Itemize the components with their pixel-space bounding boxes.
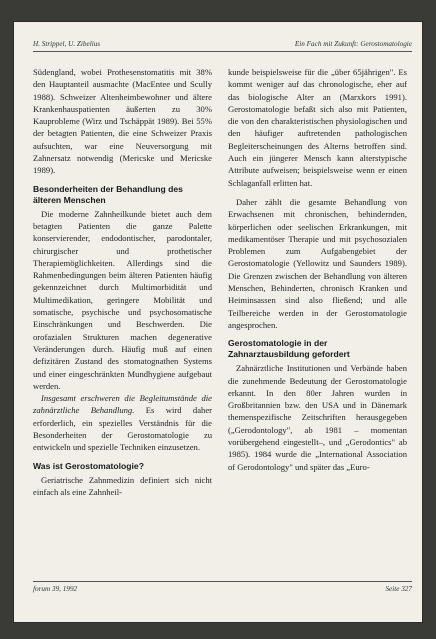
footer-page-number: Seite 327 <box>385 585 412 593</box>
paragraph: kunde beispielsweise für die „über 65jährigen". Es kommt weniger auf das chronologische, eher auf das biologische Alter an (Marxkors 1991). Gerostomatologie befaßt sich also mit Patienten, die von den charakteristischen physiologischen und den häufiger auftretenden pathologischen Begleiterscheinungen des Alterns betroffen sind. Auch ein jüngerer Mensch kann alterstypische Attribute aufweisen; beispielsweise wenn er einen Schlaganfall erlitten hat. <box>228 67 407 188</box>
paragraph: Die moderne Zahnheilkunde bietet auch dem betagten Patienten die ganze Palette konservierender, endodontischer, parodontaler, chirurgischer und prothetischer Therapiemöglichkeiten. Allerdings sind die Rahmenbedingungen beim älteren Patienten häufig gekennzeichnet durch Multimorbidität und Multimedikation, geringere Mobilität und somatische, psychische und psychosomatische Einschränkungen und Beschwerden. Die orofazialen Strukturen machen degenerative Veränderungen durch. Häufig muß auf einen defizitären Zustand des stomatognathen Systems und einer eingeschränkten Mundhygiene aufgebaut werden. <box>33 208 212 391</box>
section-heading: Besonderheiten der Behandlung des älteren Menschen <box>33 183 183 205</box>
running-header <box>33 40 412 52</box>
header-title: Ein Fach mit Zukunft: Gerostomatologie <box>294 40 412 48</box>
paragraph <box>33 392 212 453</box>
section-heading: Gerostomatologie in der Zahnarztausbildung gefordert <box>228 338 350 360</box>
footer-journal: forum 39, 1992 <box>33 585 78 593</box>
paragraph: Daher zählt die gesamte Behandlung von Erwachsenen mit chronischen, behindernden, körperlichen oder seelischen Erkrankungen, mit medikamentöser Therapie und mit psychosozialen Problemen zum Aufgabengebiet der Gerostomatologie (Yellowitz und Saunders 1989). Die Grenzen zwischen der Behandlung von älteren Menschen, Behinderten, chronisch Kranken und Heiminsassen sind also fließend; und alle Teilbereiche werden in der Gerostomatologie angesprochen. <box>228 196 407 330</box>
header-authors: H. Strippel, U. Zibelius <box>33 40 101 48</box>
left-column <box>33 66 212 498</box>
section-heading: Was ist Gerostomatologie? <box>33 460 144 471</box>
paragraph-continuation: Es wird daher erforderlich, ein spezielles Verständnis für die Besonderheiten der Gerostomatologie zu entwickeln und spezielle Techniken einzusetzen. <box>33 405 212 453</box>
right-column <box>228 66 407 473</box>
paragraph: Südengland, wobei Prothesenstomatitis mit 38% den Hauptanteil ausmachte (MacEntee und Scully 1988). Schweizer Altenheimbewohner und ältere Krankenhauspatienten äußerten zu 30% Kauprobleme (Wirz und Tschäppät 1989). Bei 55% der betagten Patienten, die eine Schweizer Praxis aufsuchten, war eine Neuversorgung mit Zahnersatz notwendig (Mericske und Mericske 1989). <box>33 67 212 176</box>
document-page <box>14 22 422 622</box>
paragraph: Geriatrische Zahnmedizin definiert sich nicht einfach als eine Zahnheil- <box>33 474 212 497</box>
italic-sentence: Insgesamt erschweren die Begleitumstände die zahnärztliche Behandlung. <box>33 393 212 416</box>
page-footer <box>33 581 412 593</box>
paragraph: Zahnärztliche Institutionen und Verbände haben die zunehmende Bedeutung der Gerostomatologie erkannt. In den 80er Jahren wurden in Großbritannien bzw. den USA und in Dänemark themenspezifische Zeitschriften herausgegeben („Gerodontology", ab 1981 – momentan vorübergehend eingestellt–, und „Gerodontics" ab 1985). 1984 wurde die „International Association of Gerodontology" und später das „Euro- <box>228 363 407 472</box>
